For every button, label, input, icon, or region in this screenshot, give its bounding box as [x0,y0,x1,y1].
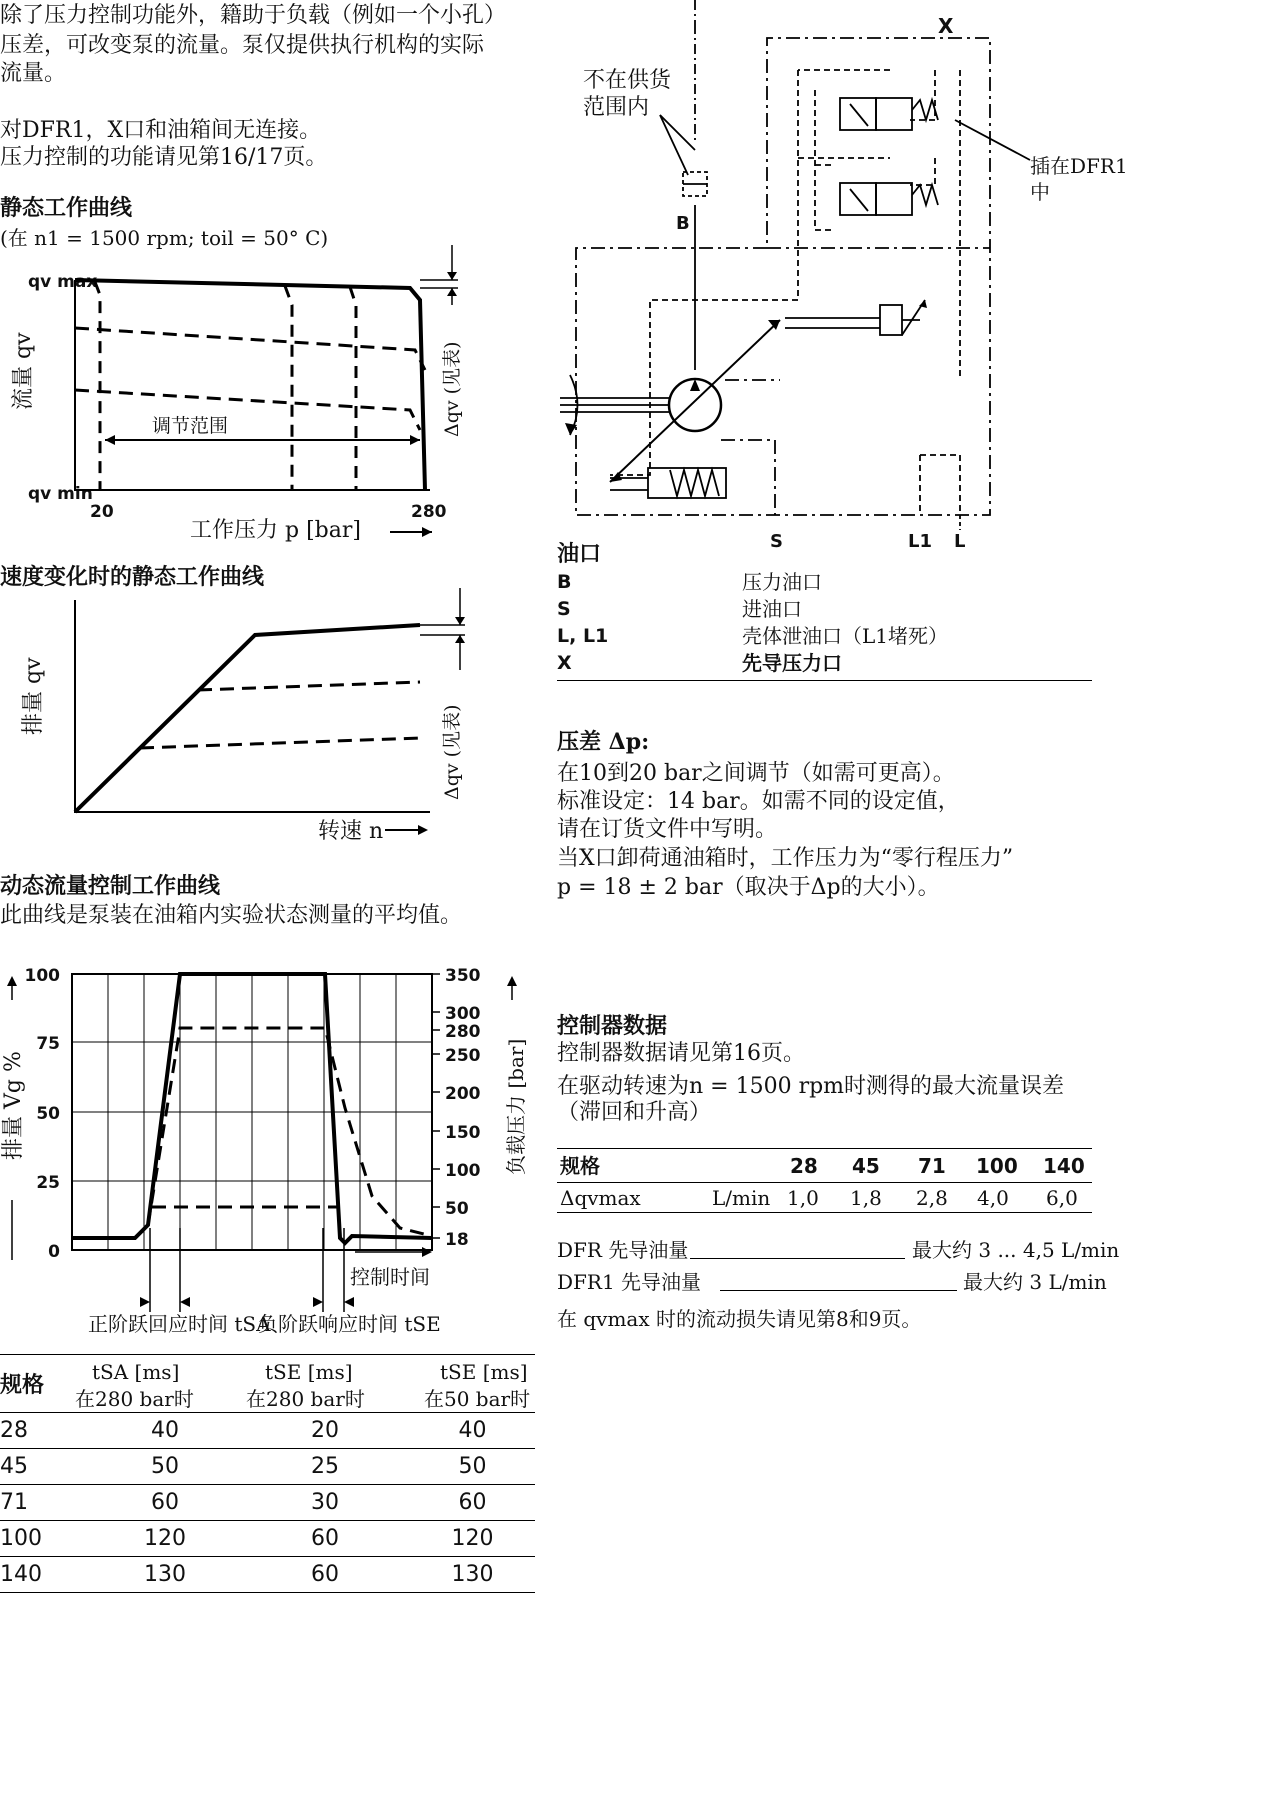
static-curve-dash-v2 [350,287,356,490]
static-curve-condition: (在 n1 = 1500 rpm; toil = 50° C) [0,226,329,250]
dynamic-right-tick: 280 [445,1022,481,1042]
response-table-cell: 60 [90,1485,240,1521]
controller-table-cell: 2,8 [916,1186,948,1210]
static-xlabel: 工作压力 p [bar] [190,518,361,543]
response-col2-a: tSE [ms] [265,1360,353,1384]
intro-line-2: 压差，可改变泵的流量。泵仅提供执行机构的实际 [0,33,485,58]
intro-line-5: 压力控制的功能请见第16/17页。 [0,145,328,170]
ports-heading: 油口 [557,541,602,567]
speed-curve-plot [0,600,470,850]
static-axes [75,280,430,490]
dynamic-left-tick: 100 [24,966,60,986]
controller-heading: 控制器数据 [557,1013,668,1039]
dynamic-tse-label: 负阶跃响应时间 tSE [258,1312,441,1336]
response-col3-b: 在50 bar时 [424,1387,531,1411]
schematic-not-supplied-1: 不在供货 [583,68,672,93]
dynamic-left-tick: 0 [48,1242,60,1262]
schematic-insert-2: 中 [1030,180,1050,204]
static-qv-max-label: qv max [28,272,98,292]
response-col3-a: tSE [ms] [440,1360,528,1384]
dynamic-right-tick: 300 [445,1004,481,1024]
port-code: L, L1 [557,625,609,647]
dynamic-curve-heading: 动态流量控制工作曲线 [0,873,221,899]
response-table-cell: 120 [90,1521,240,1557]
speed-xlabel: 转速 n [318,819,384,844]
dynamic-ylabel-right: 负载压力 [bar] [504,1038,528,1175]
controller-dfr-value: 最大约 3 ... 4,5 L/min [912,1238,1120,1262]
static-curve-dash-mid [75,328,425,370]
response-table-row [0,1413,535,1449]
response-table-row [0,1449,535,1485]
controller-dfr1-value: 最大约 3 L/min [963,1270,1107,1294]
static-range-label: 调节范围 [152,415,229,437]
response-table-cell: 120 [410,1521,535,1557]
dynamic-left-tick: 75 [36,1034,60,1054]
port-description: 壳体泄油口（L1堵死） [742,624,949,648]
response-table-row [0,1485,535,1521]
speed-curve-dash-low [140,738,420,748]
schematic-not-supplied-2: 范围内 [583,95,650,120]
controller-table-cell: 1,8 [850,1186,882,1210]
static-curve-dash-v1 [285,286,292,490]
port-code: X [557,652,572,674]
response-table-cell: 40 [410,1413,535,1449]
response-table-cell: 140 [0,1557,90,1593]
response-table-cell: 28 [0,1413,90,1449]
controller-table-cell: 6,0 [1046,1186,1078,1210]
controller-table-mid-rule [557,1182,1092,1183]
schematic-port-l1: L1 [908,531,932,552]
response-table-cell: 60 [240,1521,410,1557]
response-col2-b: 在280 bar时 [246,1387,365,1411]
controller-line-1: 控制器数据请见第16页。 [557,1041,805,1066]
port-code: B [557,571,572,593]
dynamic-right-tick: 18 [445,1230,469,1250]
response-table-cell: 25 [240,1449,410,1485]
pressure-diff-line-2: 标准设定：14 bar。如需不同的设定值， [557,789,960,814]
pressure-diff-line-1: 在10到20 bar之间调节（如需可更高）。 [557,761,955,786]
intro-line-3: 流量。 [0,61,67,86]
pressure-diff-line-3: 请在订货文件中写明。 [557,817,778,842]
controller-table-head-cell: 71 [918,1154,946,1178]
static-x-start: 20 [90,502,114,522]
static-curve-dash-low [75,390,420,430]
controller-dfr-label: DFR 先导油量 [557,1238,689,1262]
static-curve-dash-20 [95,282,100,490]
schematic-port-x: X [938,14,954,38]
ports-bottom-rule [557,680,1092,681]
static-qv-min-label: qv min [28,484,93,504]
speed-curve-solid [75,625,420,812]
controller-table-top-rule [557,1148,1092,1149]
response-table-cell: 50 [90,1449,240,1485]
controller-table-head-cell: 140 [1043,1154,1085,1178]
static-curve-plot [0,260,470,520]
response-table-cell: 71 [0,1485,90,1521]
dynamic-left-tick: 50 [36,1104,60,1124]
speed-delta-label: Δqv (见表) [441,704,463,800]
controller-line-2: 在驱动转速为n = 1500 rpm时测得的最大流量误差 [557,1074,1065,1099]
response-table-cell: 20 [240,1413,410,1449]
response-table-cell: 130 [410,1557,535,1593]
dynamic-right-tick: 350 [445,966,481,986]
controller-table-cell: Δqvmax [560,1186,641,1210]
dynamic-right-tick: 200 [445,1084,481,1104]
response-table [0,1412,535,1593]
controller-dfr1-leader [720,1290,957,1291]
schematic-port-s: S [770,531,783,552]
response-table-cell: 60 [410,1485,535,1521]
controller-table-cell: L/min [712,1186,771,1210]
port-description: 压力油口 [742,570,822,594]
response-table-top-rule [0,1354,535,1355]
speed-curve-dash-mid [198,682,420,690]
schematic-port-l: L [954,531,966,552]
dynamic-control-time: 控制时间 [350,1265,430,1289]
dynamic-right-tick: 100 [445,1161,481,1181]
response-table-cell: 40 [90,1413,240,1449]
response-table-row [0,1521,535,1557]
static-x-end: 280 [411,502,447,522]
pressure-diff-line-4: 当X口卸荷通油箱时，工作压力为“零行程压力” [557,846,1014,871]
port-description: 进油口 [742,597,802,621]
schematic-port-b: B [676,213,690,234]
response-table-cell: 30 [240,1485,410,1521]
controller-table-bottom-rule [557,1212,1092,1213]
speed-ylabel: 排量 qv [21,657,46,735]
static-curve-heading: 静态工作曲线 [0,195,133,221]
response-table-cell: 60 [240,1557,410,1593]
dynamic-right-tick: 250 [445,1046,481,1066]
dynamic-curve-description: 此曲线是泵装在油箱内实验状态测量的平均值。 [0,903,463,928]
controller-table-cell: 4,0 [977,1186,1009,1210]
dynamic-right-tick: 150 [445,1123,481,1143]
controller-table-cell: 1,0 [787,1186,819,1210]
dynamic-curve-dash-upper [148,1028,432,1236]
intro-line-1: 除了压力控制功能外，籍助于负载（例如一个小孔） [0,3,507,28]
intro-line-4: 对DFR1，X口和油箱间无连接。 [0,118,322,143]
speed-axes [75,600,430,812]
schematic-insert-1: 插在DFR1 [1030,154,1128,178]
port-code: S [557,598,571,620]
response-col-size: 规格 [0,1372,45,1398]
controller-line-3: （滞回和升高） [557,1100,712,1125]
port-description: 先导压力口 [742,651,842,675]
controller-table-head-cell: 28 [790,1154,818,1178]
controller-table-head-cell: 规格 [560,1154,600,1178]
response-table-cell: 50 [410,1449,535,1485]
response-table-cell: 130 [90,1557,240,1593]
dynamic-left-tick: 25 [36,1173,60,1193]
response-col1-b: 在280 bar时 [75,1387,194,1411]
dynamic-ylabel-left: 排量 Vg % [1,1051,26,1160]
static-ylabel: 流量 qv [11,332,36,410]
controller-loss-note: 在 qvmax 时的流动损失请见第8和9页。 [557,1307,922,1331]
dynamic-curve-plot [0,960,530,1320]
controller-table-head-cell: 45 [852,1154,880,1178]
pressure-diff-line-5: p = 18 ± 2 bar（取决于Δp的大小）。 [557,875,940,900]
dynamic-right-tick: 50 [445,1199,469,1219]
pressure-diff-heading: 压差 Δp: [557,729,650,755]
speed-curve-heading: 速度变化时的静态工作曲线 [0,564,265,590]
static-delta-label: Δqv (见表) [441,341,463,437]
response-table-cell: 100 [0,1521,90,1557]
controller-table-head-cell: 100 [976,1154,1018,1178]
response-table-cell: 45 [0,1449,90,1485]
dynamic-tsa-label: 正阶跃回应时间 tSA [88,1312,271,1336]
controller-dfr1-label: DFR1 先导油量 [557,1270,702,1294]
response-table-row [0,1557,535,1593]
controller-dfr-leader [690,1258,905,1259]
response-col1-a: tSA [ms] [92,1360,180,1384]
static-curve-solid [75,280,425,490]
